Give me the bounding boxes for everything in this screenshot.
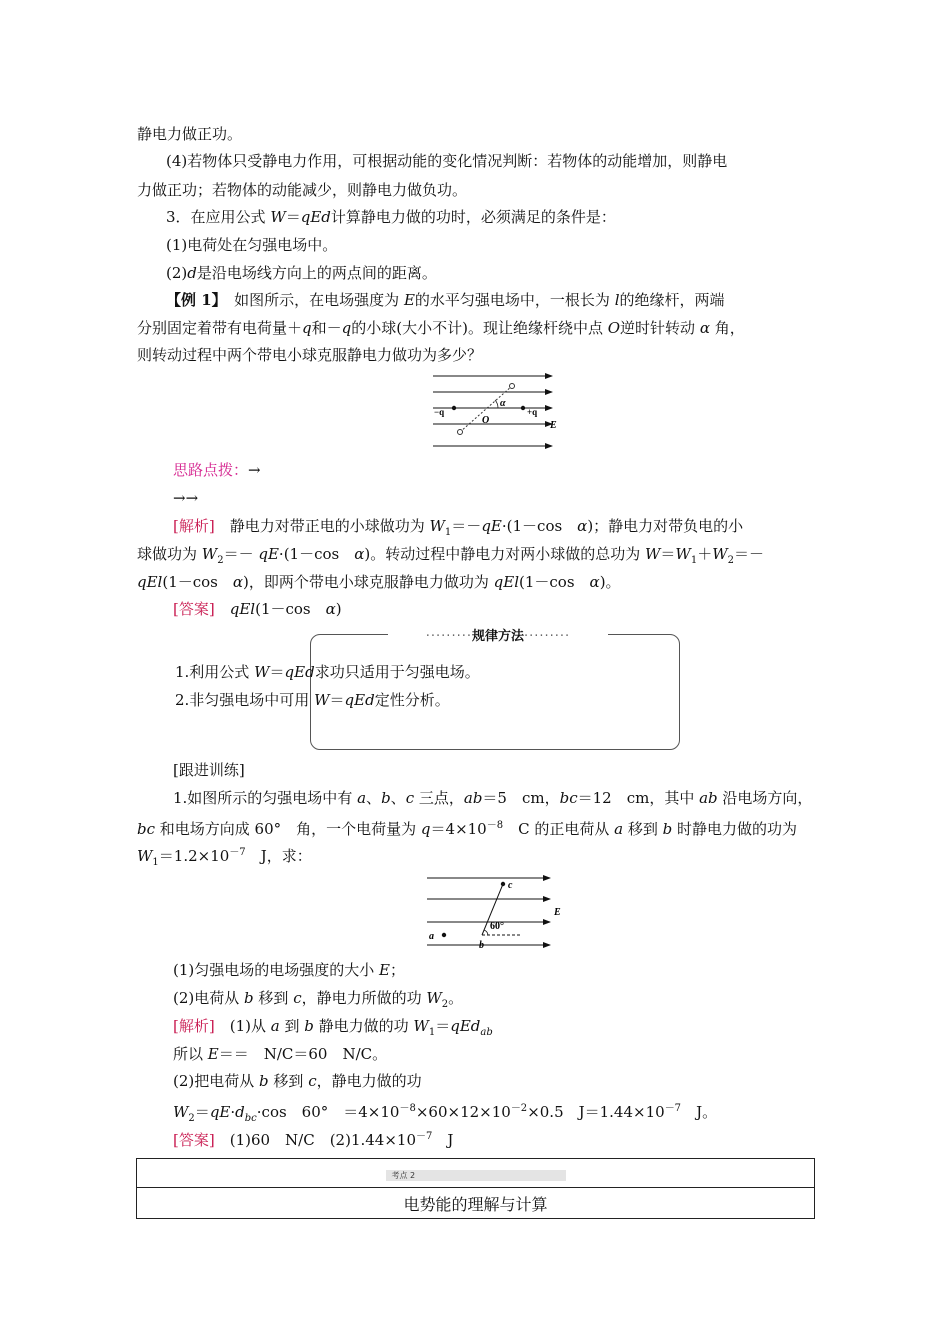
- solution-tag: [解析]: [173, 517, 215, 535]
- b-label: b: [479, 940, 484, 951]
- o-label: O: [482, 415, 490, 426]
- solution-line: qEl(1－cos α)，即两个带电小球克服静电力做功为 qEl(1－cos α)。: [137, 573, 621, 591]
- answer-tag: [答案]: [173, 600, 215, 618]
- figure-abc-points: [424, 872, 569, 952]
- a-label: a: [429, 931, 434, 942]
- sub-question: (1)匀强电场的电场强度的大小 E；: [173, 961, 405, 979]
- e-label: E: [554, 907, 561, 918]
- figure-rotating-rod: [430, 372, 565, 454]
- answer-line: [答案] (1)60 N/C $(2)1.44\times 10^{-7}$ J: [173, 1131, 454, 1149]
- text-line: 静电力做正功。: [137, 125, 243, 143]
- hint-line: 思路点拨：→: [173, 461, 261, 479]
- answer-tag: [答案]: [173, 1131, 215, 1149]
- solution-line: 球做功为 $W_2=- qE\cdot(1-\cos$ α)。转动过程中静电力对两小球做的总功为 $W=W_1+W_2=-$: [137, 545, 765, 566]
- alpha-label: α: [500, 398, 506, 409]
- example-line: 【例 1】 如图所示，在电场强度为 E的水平匀强电场中，一根长为 l的绝缘杆，两端: [166, 291, 725, 309]
- answer-line: [答案] qEl(1－cos α): [173, 600, 342, 618]
- hint-arrows: →→: [173, 489, 199, 507]
- example-line: 则转动过程中两个带电小球克服静电力做功为多少？: [137, 346, 483, 364]
- text-line: 3．在应用公式 W＝qEd计算静电力做的功时，必须满足的条件是：: [166, 208, 616, 226]
- text-line: (4)若物体只受静电力作用，可根据动能的变化情况判断：若物体的动能增加，则静电: [166, 152, 728, 170]
- solution-line: [解析] (1)从 a 到 b 静电力做的功 $W_1=qEd_{ab}$: [173, 1017, 493, 1038]
- solution-line: 所以 E＝＝ N/C＝60 N/C。: [173, 1045, 388, 1063]
- text-line: 力做正功；若物体的动能减少，则静电力做负功。: [137, 181, 468, 199]
- practice-header: [跟进训练]: [173, 761, 245, 779]
- angle-label: 60°: [490, 921, 504, 932]
- solution-line: [解析] 静电力对带正电的小球做功为 $W_1=-qE\cdot(1-\cos$ α)；静电力对带负电的小: [173, 517, 744, 538]
- practice-line: $W_1=1.2\times 10^{-7}$ J，求：: [137, 847, 312, 868]
- practice-line: bc 和电场方向成 60° 角，一个电荷量为 $q=4\times 10^{-8}$ C 的正电荷从 a 移到 b 时静电力做的功为: [137, 820, 798, 838]
- pos-charge-label: +q: [527, 407, 538, 417]
- method-item: 2.非匀强电场中可用 W＝qEd定性分析。: [175, 691, 450, 709]
- section-badge: 考点 2: [386, 1170, 566, 1181]
- solution-line: $W_2=qE\cdot d_{bc}\cdot\cos$ 60° $=4\times 10^{-8}\times 60\times 12\times 10^{-2}\times 0.5$ $J=1.44\times 10^{-7}$ J。: [173, 1103, 718, 1124]
- section-title: 电势能的理解与计算: [137, 1188, 815, 1219]
- e-label: E: [550, 420, 557, 431]
- method-item: 1.利用公式 W＝qEd求功只适用于匀强电场。: [175, 663, 480, 681]
- neg-charge-label: −q: [434, 407, 445, 417]
- section-table: [136, 1158, 815, 1219]
- example-tag: 【例 1】: [166, 291, 220, 309]
- section-badge-cell: [137, 1159, 815, 1188]
- solution-line: (2)把电荷从 b 移到 c，静电力做的功: [173, 1072, 422, 1090]
- method-title: ·········规律方法·········: [388, 628, 608, 646]
- text-line: (2)d是沿电场线方向上的两点间的距离。: [166, 264, 437, 282]
- solution-tag: [解析]: [173, 1017, 215, 1035]
- example-line: 分别固定着带有电荷量＋q和－q的小球(大小不计)。现让绝缘杆绕中点 O逆时针转动 α 角，: [137, 319, 745, 337]
- text-line: (1)电荷处在匀强电场中。: [166, 236, 338, 254]
- sub-question: (2)电荷从 b 移到 c，静电力所做的功 $W_2$。: [173, 989, 464, 1010]
- c-label: c: [508, 880, 513, 891]
- practice-line: 1.如图所示的匀强电场中有 a、b、c 三点，ab＝5 cm，bc＝12 cm，其中 ab 沿电场方向，: [173, 789, 813, 807]
